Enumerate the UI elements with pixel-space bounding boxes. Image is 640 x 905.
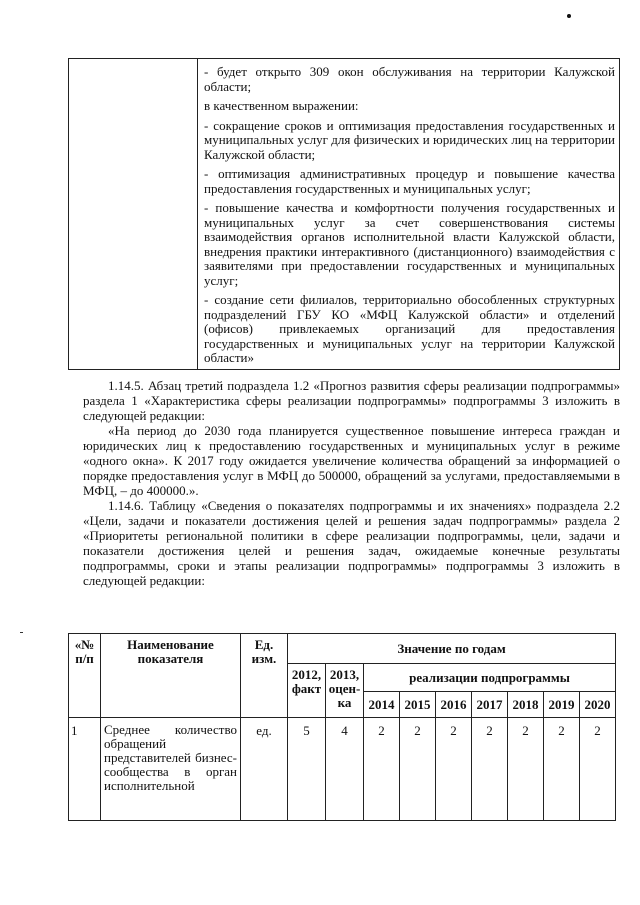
header-year-2018: 2018 — [508, 692, 544, 718]
body-paragraph-3: 1.14.6. Таблицу «Сведения о показателях подпрограммы и их значениях» подраздела 2.2 «Цели, задачи и показатели достижения целей и решения задач подпрограммы» раздела 2 «Приоритеты региональной политики в сфере реализации подпрограммы, цели, задачи и показатели достижения целей и решения задач, ожидаемые конечные результаты подпрограммы, сроки и этапы реализации подпрограммы» подпрограммы 3 изложить в следующей редакции: — [83, 498, 620, 588]
row-value-2016: 2 — [436, 718, 472, 821]
body-paragraph-2: «На период до 2030 года планируется существенное повышение интереса граждан и юридических лиц к предоставлению государственных и муниципальных услуг в режиме «одного окна». К 2017 году ожидается увеличение количества обращений за информацией о порядке предоставления услуг в МФЦ до 500000, обращений за услугами, предоставляемыми в МФЦ, – до 400000.». — [83, 423, 620, 498]
header-year-2014: 2014 — [364, 692, 400, 718]
header-row-1 — [69, 634, 616, 664]
row-value-2019: 2 — [544, 718, 580, 821]
header-2013: 2013, оцен-ка — [326, 664, 364, 718]
header-year-2016: 2016 — [436, 692, 472, 718]
row-unit: ед. — [241, 718, 288, 821]
header-unit: Ед. изм. — [241, 634, 288, 718]
row-value-2020: 2 — [580, 718, 616, 821]
header-num: «№ п/п — [69, 634, 101, 718]
top-table-row — [69, 59, 620, 370]
top-table-paragraph-1: - будет открыто 309 окон обслуживания на территории Калужской области; — [204, 64, 615, 94]
row-value-2015: 2 — [400, 718, 436, 821]
document-body — [83, 378, 620, 588]
top-table-paragraph-5: - повышение качества и комфортности получения государственных и муниципальных услуг за счет совершенствования системы взаимодействия органов исполнительной власти Калужской области, внедрения практики интерактивного (дистанционного) взаимодействия с заявителями при предоставлении государственных и муниципальных услуг; — [204, 200, 615, 288]
top-table-paragraph-2: в качественном выражении: — [204, 98, 359, 113]
top-table — [68, 58, 620, 370]
top-table-empty-cell — [69, 59, 198, 370]
row-name: Среднее количество обращений представителей бизнес-сообщества в орган исполнительной — [101, 718, 241, 821]
header-year-2019: 2019 — [544, 692, 580, 718]
header-year-2020: 2020 — [580, 692, 616, 718]
row-value-2012: 5 — [288, 718, 326, 821]
top-table-paragraph-4: - оптимизация административных процедур и повышение качества предоставления государственных и муниципальных услуг; — [204, 166, 615, 196]
top-table-paragraph-6: - создание сети филиалов, территориально обособленных структурных подразделений ГБУ КО «МФЦ Калужской области» и отделений (офисов) привлекаемых организаций для предоставления государственных и муниципальных услуг на территории Калужской области» — [204, 292, 615, 365]
indicators-table — [68, 633, 616, 821]
row-value-2017: 2 — [472, 718, 508, 821]
top-table-text-cell — [198, 59, 620, 370]
header-2012: 2012, факт — [288, 664, 326, 718]
scan-speck — [20, 632, 23, 633]
header-implementation: реализации подпрограммы — [364, 664, 616, 692]
row-num: 1 — [69, 718, 101, 821]
top-table-paragraph-3: - сокращение сроков и оптимизация предоставления государственных и муниципальных услуг для физических и юридических лиц на территории Калужской области; — [204, 117, 615, 162]
scan-dot — [567, 14, 571, 18]
body-paragraph-1: 1.14.5. Абзац третий подраздела 1.2 «Прогноз развития сферы реализации подпрограммы» раздела 1 «Характеристика сферы реализации подпрограммы» подпрограммы 3 изложить в следующей редакции: — [83, 378, 620, 423]
row-value-2018: 2 — [508, 718, 544, 821]
row-value-2013: 4 — [326, 718, 364, 821]
header-values-by-year: Значение по годам — [288, 634, 616, 664]
row-value-2014: 2 — [364, 718, 400, 821]
header-year-2015: 2015 — [400, 692, 436, 718]
header-name: Наименование показателя — [101, 634, 241, 718]
table-row — [69, 718, 616, 821]
header-year-2017: 2017 — [472, 692, 508, 718]
